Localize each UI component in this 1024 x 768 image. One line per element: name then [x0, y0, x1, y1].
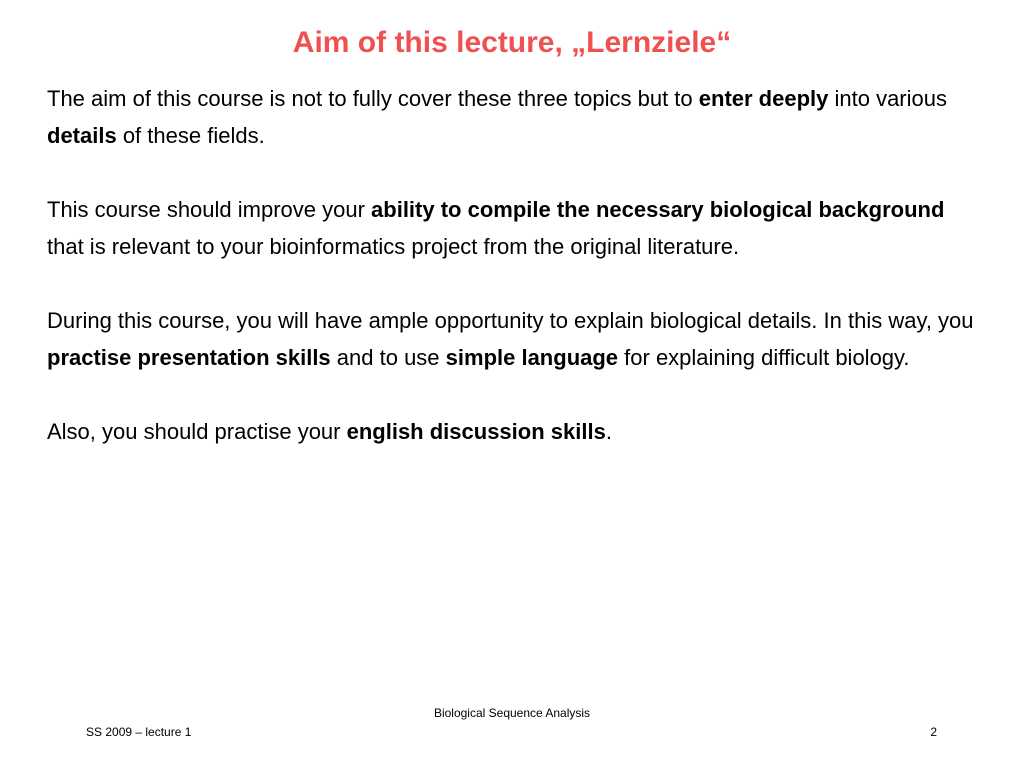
bold-text: enter deeply	[698, 86, 829, 111]
bold-text: details	[47, 123, 117, 148]
paragraph-discussion-skills	[47, 413, 977, 450]
text-run: for explaining difficult biology.	[618, 345, 910, 370]
footer-semester: SS 2009 – lecture 1	[86, 725, 192, 739]
slide-title: Aim of this lecture, „Lernziele“	[292, 26, 732, 59]
text-run: The aim of this course is not to fully cover these three topics but to	[47, 86, 699, 111]
paragraph-course-aim	[47, 80, 977, 154]
text-run: Also, you should practise your	[47, 419, 347, 444]
slide-body	[47, 80, 977, 450]
paragraph-biological-background	[47, 191, 977, 265]
text-run: During this course, you will have ample opportunity to explain biological details. In this way, you	[47, 308, 974, 333]
text-run: of these fields.	[116, 123, 265, 148]
text-run: This course should improve your	[47, 197, 372, 222]
bold-text: english discussion skills	[346, 419, 606, 444]
paragraph-presentation-skills	[47, 302, 977, 376]
text-run: that is relevant to your bioinformatics project from the original literature.	[47, 234, 740, 259]
text-run: .	[605, 419, 612, 444]
footer-course-name: Biological Sequence Analysis	[433, 706, 591, 720]
text-run: and to use	[330, 345, 446, 370]
text-run: into various	[828, 86, 947, 111]
footer-page-number: 2	[930, 725, 937, 739]
bold-text: ability to compile the necessary biological background	[371, 197, 945, 222]
bold-text: simple language	[445, 345, 619, 370]
bold-text: practise presentation skills	[47, 345, 331, 370]
